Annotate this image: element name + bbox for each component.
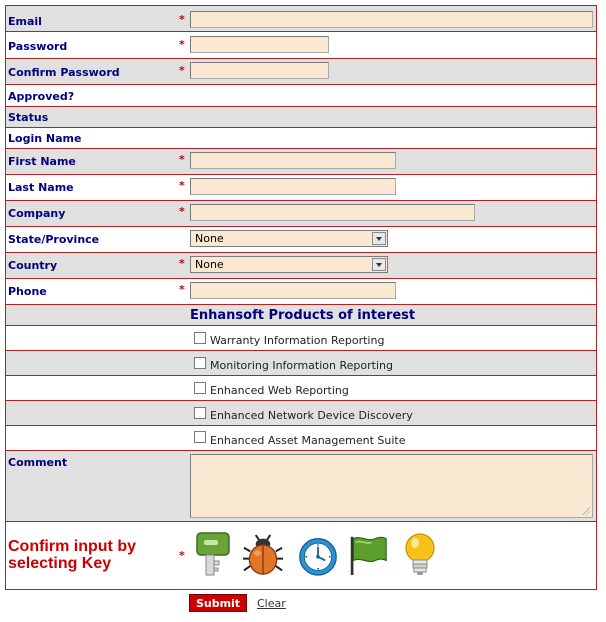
last-name-row	[5, 175, 597, 201]
clear-link[interactable]: Clear	[257, 597, 286, 610]
phone-label: Phone	[8, 285, 47, 298]
confirm-password-required-marker: *	[179, 64, 185, 77]
status-row	[5, 107, 597, 128]
phone-row	[5, 279, 597, 305]
email-required-marker: *	[179, 13, 185, 26]
first-name-field[interactable]	[190, 152, 396, 169]
products-section-title: Enhansoft Products of interest	[190, 308, 416, 323]
approved-label: Approved?	[8, 90, 75, 103]
country-row	[5, 253, 597, 279]
comment-row	[5, 451, 597, 522]
approved-row	[5, 85, 597, 107]
email-label: Email	[8, 15, 42, 28]
password-row	[5, 32, 597, 59]
password-required-marker: *	[179, 38, 185, 51]
product-checkbox-label: Monitoring Information Reporting	[210, 359, 393, 372]
company-label: Company	[8, 207, 66, 220]
phone-required-marker: *	[179, 283, 185, 296]
state-select-value: None	[195, 232, 224, 245]
confirm-password-row	[5, 59, 597, 85]
product-row	[5, 426, 597, 451]
chevron-down-icon[interactable]	[372, 258, 386, 271]
last-name-required-marker: *	[179, 179, 185, 192]
product-row	[5, 376, 597, 401]
country-required-marker: *	[179, 257, 185, 270]
product-row	[5, 326, 597, 351]
password-label: Password	[8, 40, 68, 53]
key-icon[interactable]	[194, 531, 234, 579]
products-header-row	[5, 305, 597, 326]
first-name-label: First Name	[8, 155, 76, 168]
email-field[interactable]	[190, 11, 593, 28]
confirm-instruction	[8, 538, 136, 572]
email-row	[5, 5, 597, 32]
password-field[interactable]	[190, 36, 329, 53]
product-checkbox[interactable]	[194, 407, 206, 419]
confirm-key-row	[5, 522, 597, 590]
lightbulb-icon[interactable]	[400, 531, 440, 579]
confirm-required-marker: *	[179, 549, 185, 562]
confirm-password-label: Confirm Password	[8, 66, 120, 79]
country-select[interactable]	[190, 256, 388, 273]
flag-icon[interactable]	[348, 531, 388, 579]
product-checkbox[interactable]	[194, 332, 206, 344]
comment-label: Comment	[8, 456, 68, 469]
product-checkbox[interactable]	[194, 357, 206, 369]
product-checkbox-label: Enhanced Web Reporting	[210, 384, 349, 397]
login-name-row	[5, 128, 597, 149]
state-row	[5, 227, 597, 253]
chevron-down-icon[interactable]	[372, 232, 386, 245]
comment-textarea[interactable]	[190, 454, 593, 518]
company-required-marker: *	[179, 205, 185, 218]
clock-icon[interactable]	[298, 531, 338, 579]
product-checkbox[interactable]	[194, 382, 206, 394]
last-name-label: Last Name	[8, 181, 74, 194]
submit-button[interactable]: Submit	[189, 594, 247, 612]
last-name-field[interactable]	[190, 178, 396, 195]
bug-icon[interactable]	[243, 531, 283, 579]
company-row	[5, 201, 597, 227]
resize-grip-icon[interactable]	[581, 506, 590, 515]
product-row	[5, 401, 597, 426]
first-name-row	[5, 149, 597, 175]
country-label: Country	[8, 259, 58, 272]
confirm-instruction-line1: Confirm input by	[8, 538, 136, 555]
product-checkbox-label: Enhanced Asset Management Suite	[210, 434, 406, 447]
status-label: Status	[8, 111, 49, 124]
state-select[interactable]	[190, 230, 388, 247]
confirm-instruction-line2: selecting Key	[8, 555, 112, 572]
product-checkbox-label: Enhanced Network Device Discovery	[210, 409, 413, 422]
state-label: State/Province	[8, 233, 100, 246]
phone-field[interactable]	[190, 282, 396, 299]
confirm-password-field[interactable]	[190, 62, 329, 79]
product-row	[5, 351, 597, 376]
company-field[interactable]	[190, 204, 475, 221]
product-checkbox[interactable]	[194, 431, 206, 443]
first-name-required-marker: *	[179, 153, 185, 166]
product-checkbox-label: Warranty Information Reporting	[210, 334, 385, 347]
country-select-value: None	[195, 258, 224, 271]
login-name-label: Login Name	[8, 132, 82, 145]
